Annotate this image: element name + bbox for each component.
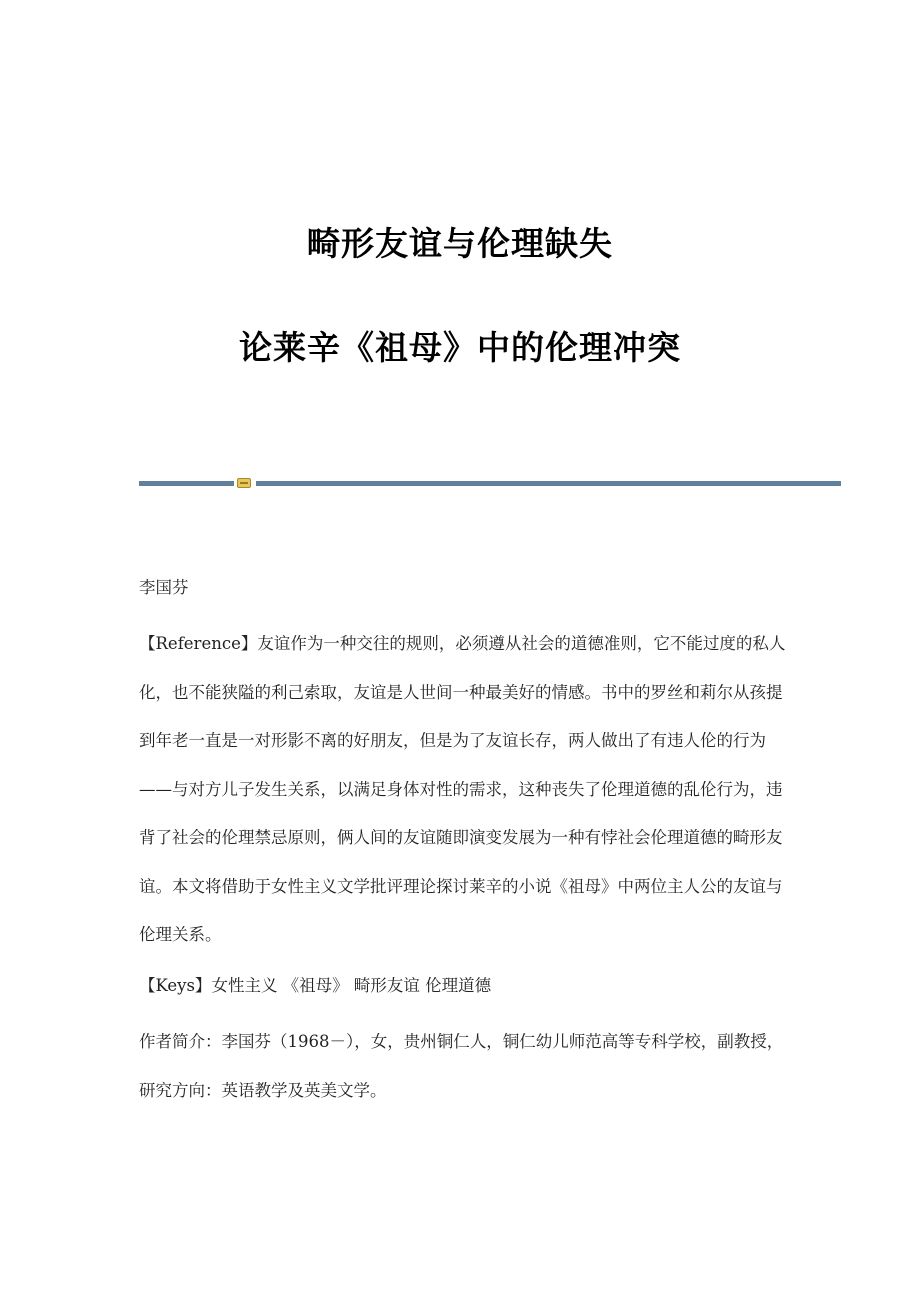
author-bio: 作者简介：李国芬（1968－），女，贵州铜仁人，铜仁幼儿师范高等专科学校，副教授，研究方向：英语教学及英美文学。	[139, 1032, 784, 1100]
keywords-label: 【Keys】	[139, 976, 212, 995]
title-divider	[139, 478, 841, 488]
abstract-label: 【Reference】	[139, 634, 258, 653]
abstract-paragraph	[139, 620, 789, 960]
divider-bar-left	[139, 481, 234, 486]
abstract-text: 友谊作为一种交往的规则，必须遵从社会的道德准则，它不能过度的私人化，也不能狭隘的利己索取，友谊是人世间一种最美好的情感。书中的罗丝和莉尔从孩提到年老一直是一对形影不离的好朋友，但是为了友谊长存，两人做出了有违人伦的行为——与对方儿子发生关系，以满足身体对性的需求，这种丧失了伦理道德的乱伦行为，违背了社会的伦理禁忌原则，俩人间的友谊随即演变发展为一种有悖社会伦理道德的畸形友谊。本文将借助于女性主义文学批评理论探讨莱辛的小说《祖母》中两位主人公的友谊与伦理关系。	[139, 634, 786, 944]
author-name: 李国芬	[139, 578, 189, 597]
divider-emblem-icon	[237, 478, 251, 488]
subtitle: 论莱辛《祖母》中的伦理冲突	[239, 328, 681, 367]
divider-bar-right	[256, 481, 841, 486]
main-title: 畸形友谊与伦理缺失	[307, 224, 613, 263]
keywords-text: 女性主义 《祖母》 畸形友谊 伦理道德	[211, 976, 492, 995]
keywords-paragraph	[139, 962, 789, 1011]
